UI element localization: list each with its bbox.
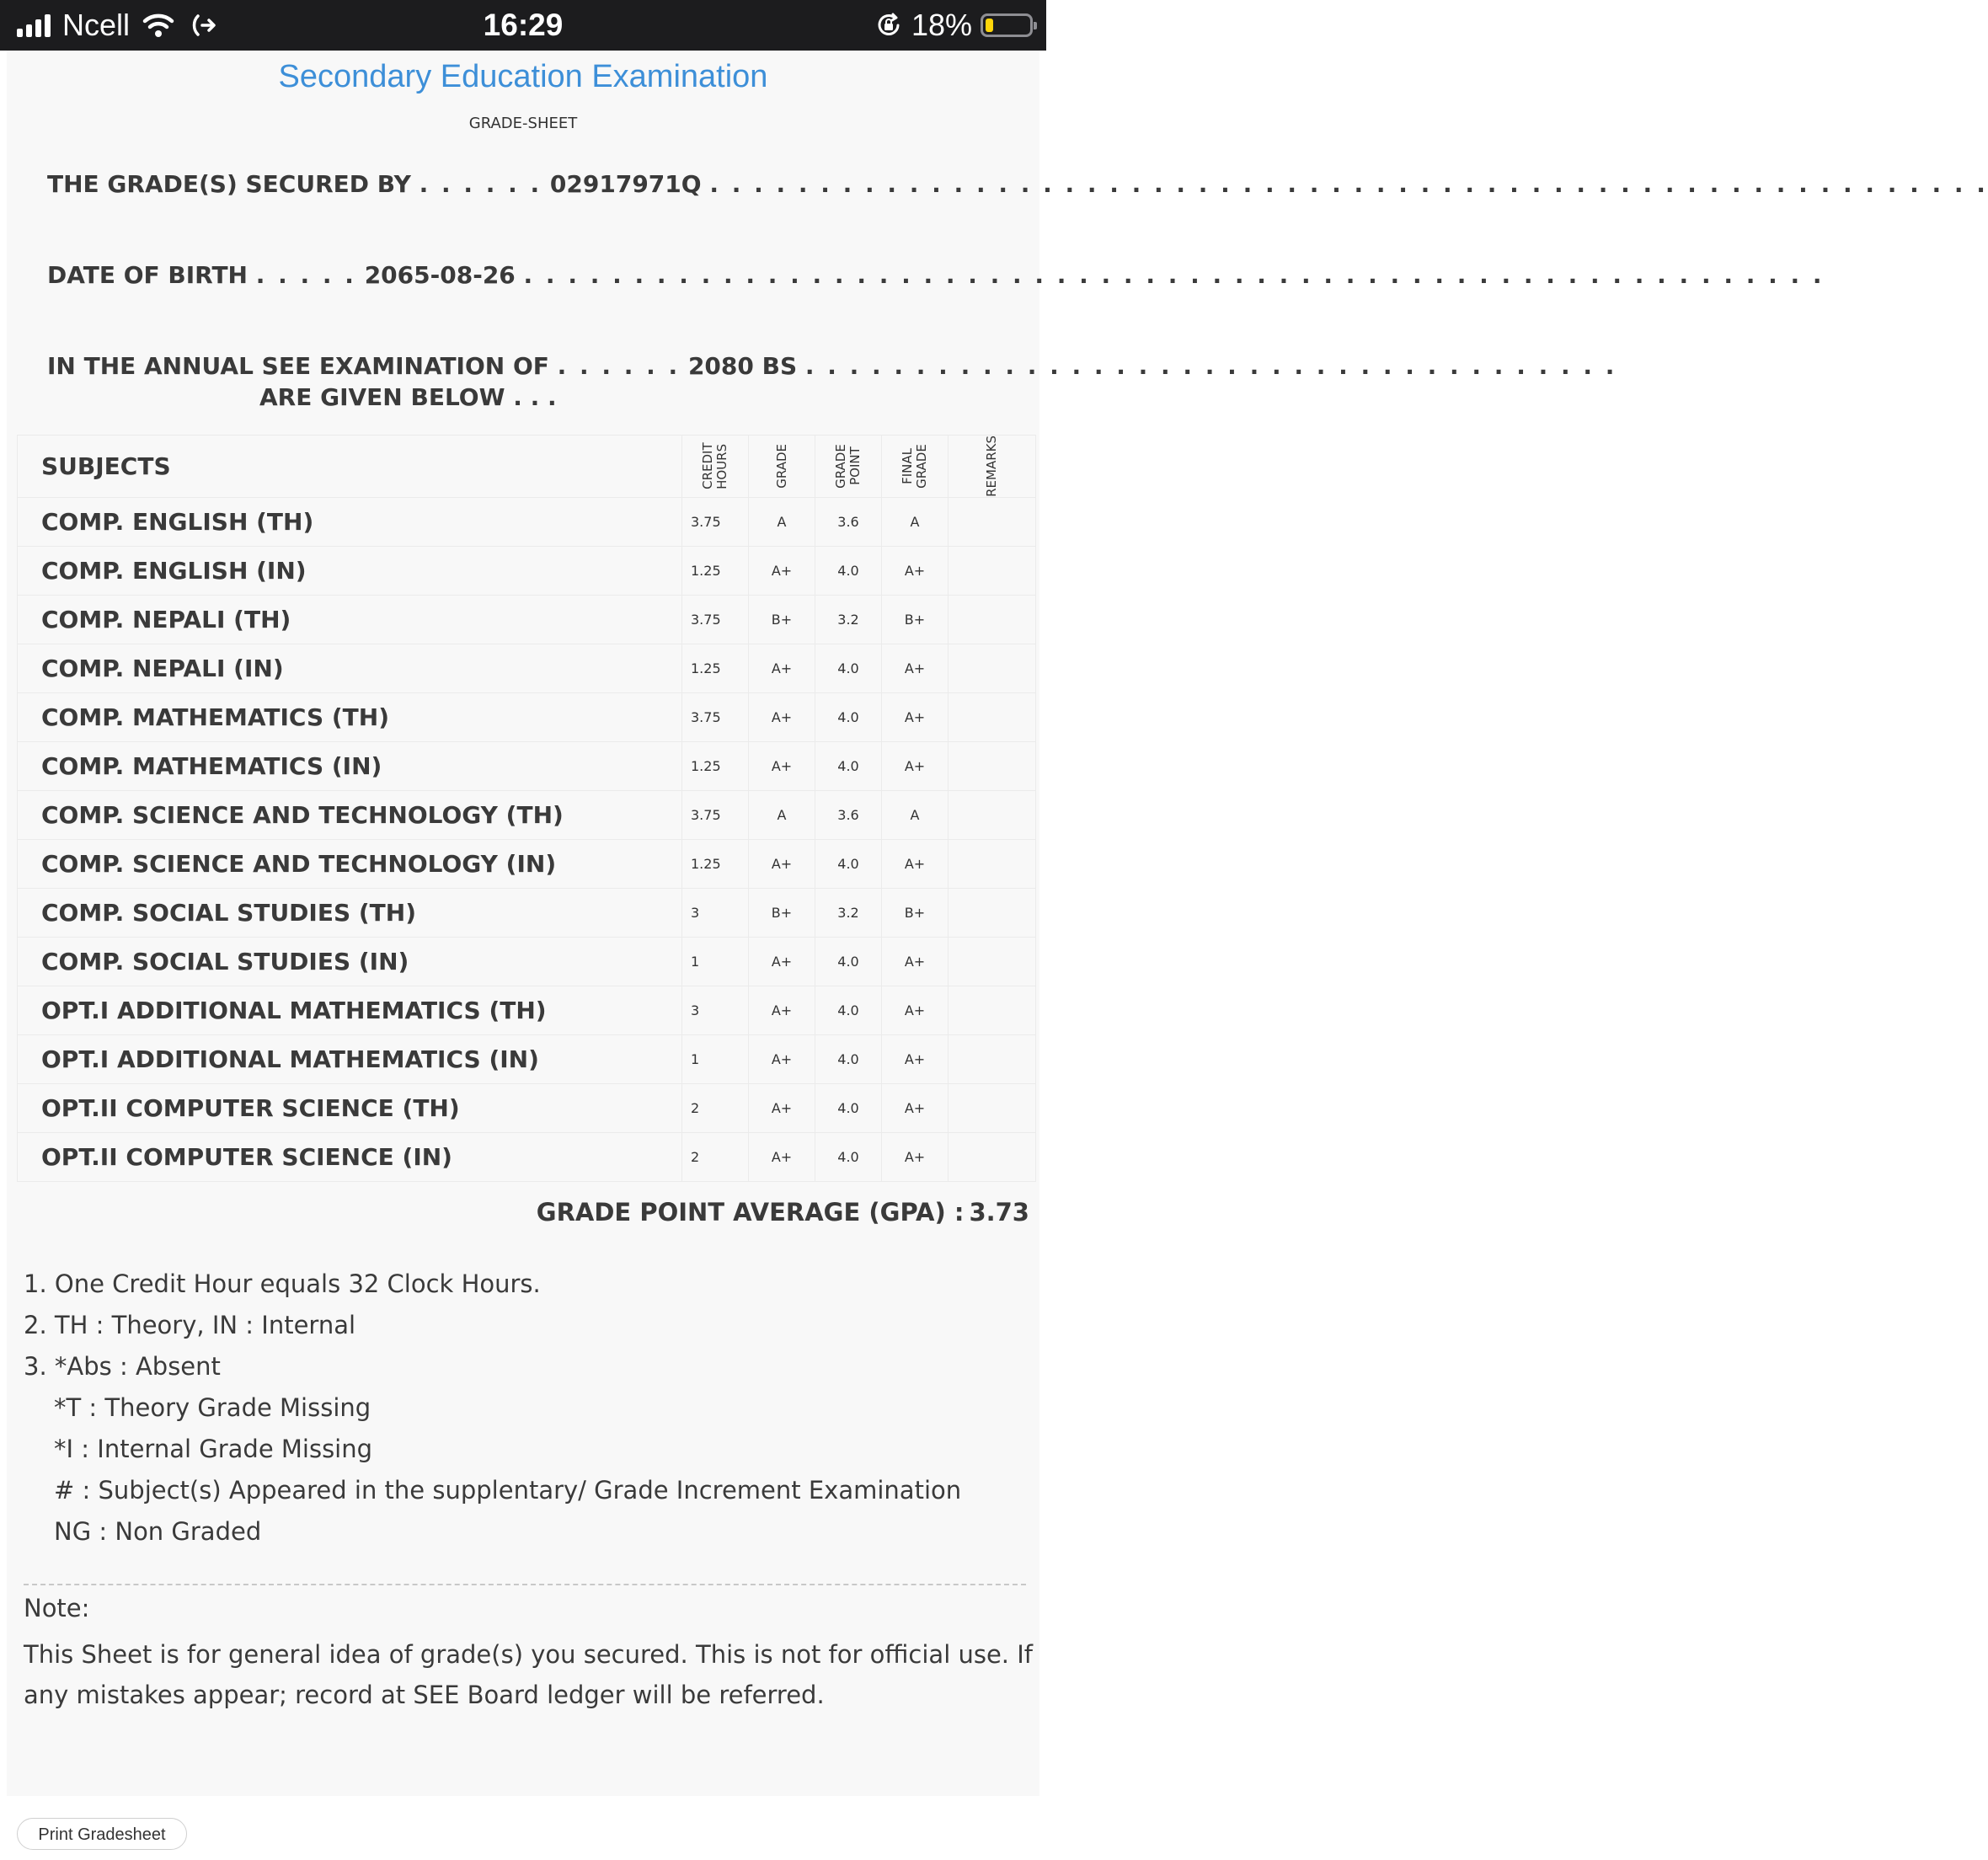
header-credit-hours-label: CREDIT HOURS: [700, 442, 729, 490]
grade-point-cell: 4.0: [815, 692, 882, 741]
wifi-icon: [142, 11, 175, 40]
final-grade-cell: A+: [882, 1034, 949, 1083]
gpa-value: 3.73: [969, 1198, 1029, 1227]
subject-cell: OPT.I ADDITIONAL MATHEMATICS (TH): [18, 986, 682, 1034]
rotation-lock-icon: [874, 11, 903, 40]
notes-list: [24, 1264, 961, 1553]
subject-cell: COMP. SOCIAL STUDIES (IN): [18, 937, 682, 986]
grade-cell: A+: [749, 1083, 815, 1132]
table-row: [18, 888, 1036, 937]
note-item: 1. One Credit Hour equals 32 Clock Hours.: [24, 1269, 541, 1298]
battery-icon: [981, 13, 1033, 37]
remarks-cell: [949, 546, 1036, 595]
subject-cell: COMP. ENGLISH (TH): [18, 497, 682, 546]
credit-hours-cell: 3.75: [682, 497, 749, 546]
subject-cell: COMP. SCIENCE AND TECHNOLOGY (TH): [18, 790, 682, 839]
table-row: [18, 1083, 1036, 1132]
note-item: *T : Theory Grade Missing: [54, 1393, 371, 1422]
final-grade-cell: A+: [882, 644, 949, 692]
grade-point-cell: 3.6: [815, 497, 882, 546]
grade-cell: A: [749, 790, 815, 839]
final-grade-cell: A+: [882, 741, 949, 790]
note-item: *I : Internal Grade Missing: [54, 1435, 373, 1463]
final-grade-cell: B+: [882, 595, 949, 644]
note-item: NG : Non Graded: [54, 1517, 262, 1546]
final-grade-cell: A+: [882, 692, 949, 741]
note-item: 3. *Abs : Absent: [24, 1352, 221, 1381]
dob-line: [24, 259, 1825, 291]
table-row: [18, 1034, 1036, 1083]
symbol-number: 02917971Q: [549, 170, 702, 198]
credit-hours-cell: 1.25: [682, 644, 749, 692]
table-row: [18, 839, 1036, 888]
grade-point-cell: 4.0: [815, 546, 882, 595]
dots: . . . . . . . . . . . . . . . . . . . . . . . . . . . . . . . . . . . . .: [804, 352, 1617, 380]
grade-cell: A+: [749, 741, 815, 790]
grade-cell: B+: [749, 595, 815, 644]
remarks-cell: [949, 1083, 1036, 1132]
credit-hours-cell: 1: [682, 937, 749, 986]
subject-cell: COMP. ENGLISH (IN): [18, 546, 682, 595]
grade-point-cell: 4.0: [815, 1083, 882, 1132]
battery-percent: 18%: [911, 8, 972, 42]
grade-cell: A: [749, 497, 815, 546]
credit-hours-cell: 3.75: [682, 692, 749, 741]
credit-hours-cell: 1.25: [682, 839, 749, 888]
exam-trailer: ARE GIVEN BELOW . . .: [259, 383, 557, 411]
grade-cell: A+: [749, 937, 815, 986]
exam-year: 2080 BS: [687, 352, 798, 380]
final-grade-cell: A+: [882, 937, 949, 986]
disclaimer-label: Note:: [24, 1594, 90, 1622]
subject-cell: COMP. MATHEMATICS (TH): [18, 692, 682, 741]
credit-hours-cell: 3: [682, 986, 749, 1034]
grade-point-cell: 3.2: [815, 888, 882, 937]
print-gradesheet-button[interactable]: Print Gradesheet: [17, 1818, 187, 1850]
grades-table: [17, 435, 1036, 1182]
gpa-label: GRADE POINT AVERAGE (GPA) :: [536, 1198, 965, 1227]
dob-value: 2065-08-26: [364, 261, 516, 289]
subject-cell: COMP. SOCIAL STUDIES (TH): [18, 888, 682, 937]
remarks-cell: [949, 595, 1036, 644]
table-row: [18, 986, 1036, 1034]
remarks-cell: [949, 741, 1036, 790]
grade-point-cell: 3.2: [815, 595, 882, 644]
credit-hours-cell: 3.75: [682, 595, 749, 644]
dob-label: DATE OF BIRTH: [47, 261, 248, 289]
grade-cell: A+: [749, 1132, 815, 1181]
dots: . . . . . .: [557, 352, 681, 380]
remarks-cell: [949, 937, 1036, 986]
grade-cell: A+: [749, 644, 815, 692]
final-grade-cell: A+: [882, 839, 949, 888]
final-grade-cell: A: [882, 790, 949, 839]
grade-cell: A+: [749, 692, 815, 741]
header-credit-hours: [682, 436, 749, 498]
subject-cell: COMP. MATHEMATICS (IN): [18, 741, 682, 790]
credit-hours-cell: 1.25: [682, 741, 749, 790]
credit-hours-cell: 1.25: [682, 546, 749, 595]
grade-point-cell: 4.0: [815, 1132, 882, 1181]
remarks-cell: [949, 986, 1036, 1034]
header-remarks: [949, 436, 1036, 498]
status-left: [17, 0, 221, 51]
status-time: 16:29: [483, 8, 564, 42]
table-header-row: [18, 436, 1036, 498]
secured-by-line: [24, 168, 1988, 200]
credit-hours-cell: 1: [682, 1034, 749, 1083]
table-row: [18, 741, 1036, 790]
carrier-name: Ncell: [62, 8, 131, 42]
header-grade-point-label: GRADE POINT: [833, 444, 863, 489]
final-grade-cell: A+: [882, 1132, 949, 1181]
header-remarks-label: REMARKS: [984, 436, 999, 497]
credit-hours-cell: 2: [682, 1083, 749, 1132]
signal-icon: [17, 13, 51, 37]
credit-hours-cell: 3: [682, 888, 749, 937]
subject-cell: OPT.I ADDITIONAL MATHEMATICS (IN): [18, 1034, 682, 1083]
grade-point-cell: 3.6: [815, 790, 882, 839]
credit-hours-cell: 3.75: [682, 790, 749, 839]
subject-cell: COMP. NEPALI (TH): [18, 595, 682, 644]
remarks-cell: [949, 497, 1036, 546]
dots: . . . . . .: [419, 170, 542, 198]
header-subjects: SUBJECTS: [18, 436, 682, 498]
grade-point-cell: 4.0: [815, 937, 882, 986]
remarks-cell: [949, 1132, 1036, 1181]
credit-hours-cell: 2: [682, 1132, 749, 1181]
final-grade-cell: A+: [882, 1083, 949, 1132]
gpa-line: [537, 1198, 1029, 1227]
final-grade-cell: A+: [882, 546, 949, 595]
table-row: [18, 790, 1036, 839]
table-row: [18, 497, 1036, 546]
final-grade-cell: A+: [882, 986, 949, 1034]
remarks-cell: [949, 1034, 1036, 1083]
grade-point-cell: 4.0: [815, 741, 882, 790]
dots: . . . . .: [255, 261, 356, 289]
final-grade-cell: B+: [882, 888, 949, 937]
battery-fill: [986, 19, 993, 32]
subject-cell: COMP. SCIENCE AND TECHNOLOGY (IN): [18, 839, 682, 888]
status-bar: [0, 0, 1046, 51]
note-item: 2. TH : Theory, IN : Internal: [24, 1311, 356, 1339]
header-grade: [749, 436, 815, 498]
status-right: [874, 0, 1033, 51]
header-grade-label: GRADE: [773, 444, 789, 489]
note-item: # : Subject(s) Appeared in the supplentary/ Grade Increment Examination: [54, 1476, 962, 1505]
grade-point-cell: 4.0: [815, 839, 882, 888]
subject-cell: COMP. NEPALI (IN): [18, 644, 682, 692]
grade-cell: A+: [749, 839, 815, 888]
remarks-cell: [949, 790, 1036, 839]
table-row: [18, 644, 1036, 692]
table-row: [18, 937, 1036, 986]
exam-line: [24, 350, 1617, 416]
grade-point-cell: 4.0: [815, 986, 882, 1034]
divider: [24, 1584, 1026, 1585]
dots: . . . . . . . . . . . . . . . . . . . . . . . . . . . . . . . . . . . . . . . . . . . . . . . . . . . . . . . . . . .: [523, 261, 1825, 289]
remarks-cell: [949, 692, 1036, 741]
remarks-cell: [949, 839, 1036, 888]
remarks-cell: [949, 888, 1036, 937]
final-grade-cell: A: [882, 497, 949, 546]
disclaimer-text: This Sheet is for general idea of grade(s) you secured. This is not for official use. If any mistakes appear; record at SEE Board ledger will be referred.: [24, 1640, 1034, 1709]
grade-cell: A+: [749, 546, 815, 595]
grade-point-cell: 4.0: [815, 644, 882, 692]
header-final-grade-label: FINAL GRADE: [900, 444, 929, 489]
secured-by-label: THE GRADE(S) SECURED BY: [47, 170, 411, 198]
table-row: [18, 546, 1036, 595]
grade-cell: B+: [749, 888, 815, 937]
grade-cell: A+: [749, 1034, 815, 1083]
subject-cell: OPT.II COMPUTER SCIENCE (TH): [18, 1083, 682, 1132]
table-row: [18, 595, 1036, 644]
table-row: [18, 1132, 1036, 1181]
subject-cell: OPT.II COMPUTER SCIENCE (IN): [18, 1132, 682, 1181]
remarks-cell: [949, 644, 1036, 692]
sheet-subtitle: GRADE-SHEET: [468, 115, 578, 132]
header-final-grade: [882, 436, 949, 498]
exam-label: IN THE ANNUAL SEE EXAMINATION OF: [47, 352, 549, 380]
header-grade-point: [815, 436, 882, 498]
call-forwarding-icon: [187, 11, 221, 40]
dots: . . . . . . . . . . . . . . . . . . . . . . . . . . . . . . . . . . . . . . . . . . . . . . . . . . . . . . . . . .: [709, 170, 1988, 198]
exam-title: Secondary Education Examination: [278, 59, 768, 94]
grade-point-cell: 4.0: [815, 1034, 882, 1083]
table-row: [18, 692, 1036, 741]
grade-cell: A+: [749, 986, 815, 1034]
grade-sheet: [7, 51, 1988, 1796]
